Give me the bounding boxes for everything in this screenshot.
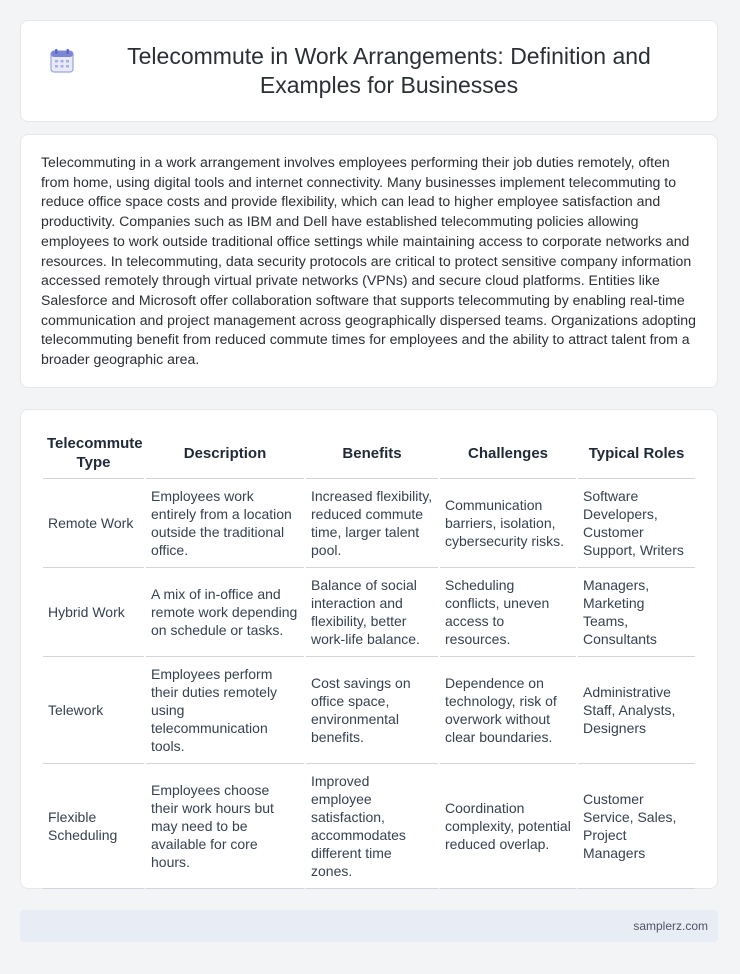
header-cell: Challenges (440, 428, 576, 479)
table-cell: Improved employee satisfaction, accommodates different time zones. (306, 764, 438, 889)
header-cell: Typical Roles (578, 428, 695, 479)
table-cell: Cost savings on office space, environmental benefits. (306, 657, 438, 764)
table-cell: Administrative Staff, Analysts, Designers (578, 657, 695, 764)
table-cell: Flexible Scheduling (43, 764, 144, 889)
table-cell: Scheduling conflicts, uneven access to resources. (440, 568, 576, 657)
table-cell: Telework (43, 657, 144, 764)
table-cell: Managers, Marketing Teams, Consultants (578, 568, 695, 657)
title-wrap (49, 42, 689, 100)
intro-paragraph: Telecommuting in a work arrangement involves employees performing their job duties remotely, often from home, using digital tools and internet connectivity. Many businesses implement telecommuting to reduce office space costs and provide flexibility, which can lead to higher employee satisfaction and productivity. Companies such as IBM and Dell have established telecommuting policies allowing employees to work outside traditional office settings while maintaining access to corporate networks and resources. In telecommuting, data security protocols are critical to protect sensitive company information accessed remotely through virtual private networks (VPNs) and secure cloud platforms. Entities like Salesforce and Microsoft offer collaboration software that supports telecommuting by enabling real-time communication and project management across geographically dispersed teams. Organizations adopting telecommuting benefit from reduced commute times for employees and the ability to attract talent from a broader geographic area. (41, 154, 696, 368)
footer-site-link[interactable]: samplerz.com (633, 919, 708, 933)
table-cell: Dependence on technology, risk of overwork without clear boundaries. (440, 657, 576, 764)
page-title: Telecommute in Work Arrangements: Definition and Examples for Businesses (127, 43, 651, 98)
header-cell: Description (146, 428, 304, 479)
table-row (43, 479, 695, 568)
table-cell: Communication barriers, isolation, cybersecurity risks. (440, 479, 576, 568)
table-row (43, 764, 695, 889)
table-cell: Software Developers, Customer Support, Writers (578, 479, 695, 568)
table-header-row (43, 428, 695, 479)
table-cell: Balance of social interaction and flexibility, better work-life balance. (306, 568, 438, 657)
table-card (20, 409, 718, 889)
header-cell: Telecommute Type (43, 428, 144, 479)
header-card (20, 20, 718, 122)
table-cell: Customer Service, Sales, Project Managers (578, 764, 695, 889)
header-cell: Benefits (306, 428, 438, 479)
table-cell: Employees choose their work hours but may need to be available for core hours. (146, 764, 304, 889)
table-cell: Employees work entirely from a location outside the traditional office. (146, 479, 304, 568)
calendar-icon (49, 48, 75, 74)
table-cell: Remote Work (43, 479, 144, 568)
table-cell: Increased flexibility, reduced commute time, larger talent pool. (306, 479, 438, 568)
table-cell: Hybrid Work (43, 568, 144, 657)
table-row (43, 568, 695, 657)
footer-bar (20, 910, 718, 942)
table-cell: Employees perform their duties remotely using telecommunication tools. (146, 657, 304, 764)
telecommute-table (41, 428, 697, 889)
table-row (43, 657, 695, 764)
intro-card (20, 134, 718, 388)
table-cell: A mix of in-office and remote work depending on schedule or tasks. (146, 568, 304, 657)
table-cell: Coordination complexity, potential reduced overlap. (440, 764, 576, 889)
